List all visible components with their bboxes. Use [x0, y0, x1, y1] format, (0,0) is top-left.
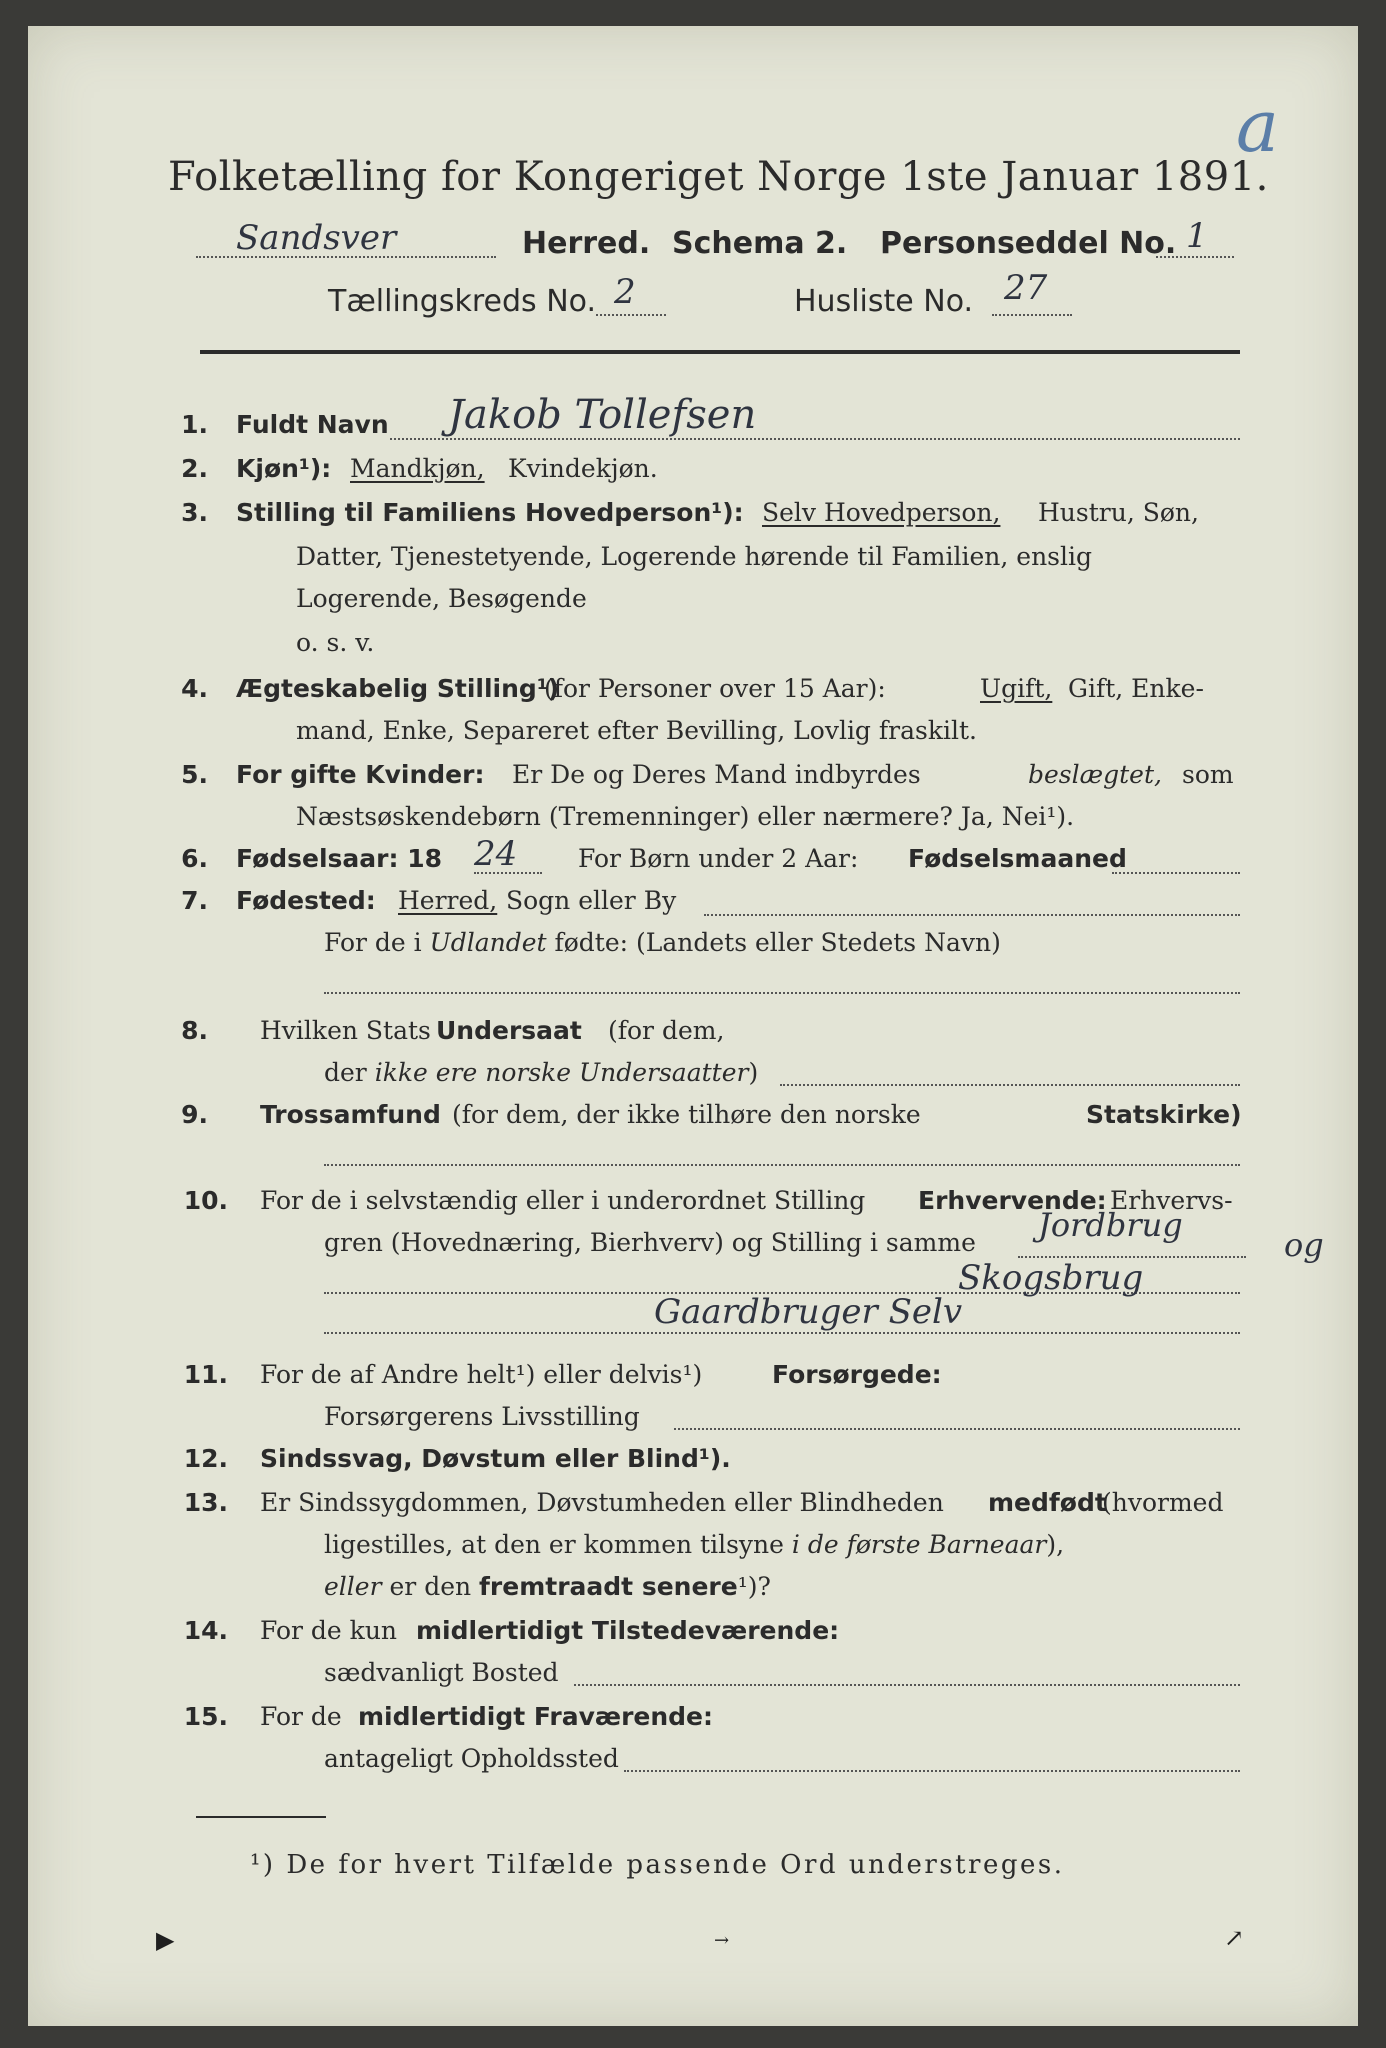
field-3-selected: Selv Hovedperson, — [762, 498, 1001, 527]
footnote: ¹) De for hvert Tilfælde passende Ord understreges. — [250, 1850, 1065, 1880]
field-10-value-1-end: og — [1284, 1226, 1324, 1264]
field-7-number: 7. — [181, 886, 208, 915]
husliste-value: 27 — [1004, 268, 1048, 308]
field-7-dotted-line — [704, 914, 1240, 916]
field-10-value-2: Skogsbrug — [958, 1258, 1144, 1298]
field-13-bold: medfødt — [988, 1488, 1107, 1517]
footnote-rule — [196, 1816, 326, 1818]
field-13-text: Er Sindssygdommen, Døvstumheden eller Blindheden — [260, 1488, 944, 1517]
field-6-number: 6. — [181, 844, 208, 873]
field-13-line-3-b: ¹)? — [737, 1572, 771, 1601]
field-4-selected: Ugift, — [980, 674, 1053, 703]
personseddel-value: 1 — [1186, 216, 1208, 256]
field-1-name-value: Jakob Tollefsen — [448, 392, 757, 438]
field-9-number: 9. — [181, 1100, 208, 1129]
field-13-line-2-a: ligestilles, at den er kommen tilsyne — [324, 1530, 784, 1559]
field-13-line-3-a: er den — [389, 1572, 472, 1601]
husliste-label: Husliste No. — [794, 284, 974, 319]
field-10-number: 10. — [183, 1186, 228, 1215]
field-8-dotted-line — [780, 1084, 1240, 1086]
husliste-dotted-line — [992, 314, 1072, 316]
census-form-page — [28, 26, 1358, 2026]
ink-smudge-right: ↗ — [1224, 1924, 1245, 1952]
herred-value: Sandsver — [236, 218, 397, 258]
field-8-line-2-b: ) — [748, 1058, 759, 1087]
field-7-label: Fødested: — [236, 886, 376, 915]
header-line-tellingskreds — [328, 268, 1228, 322]
field-11-dotted-line — [674, 1428, 1240, 1430]
field-3-options: Hustru, Søn, — [1038, 498, 1199, 527]
field-5-number: 5. — [181, 760, 208, 789]
field-8-line-2 — [324, 1058, 758, 1087]
personseddel-label: Personseddel No. — [880, 226, 1177, 261]
field-10-label: Erhvervende: — [918, 1186, 1107, 1215]
schema-label: Schema 2. — [672, 226, 848, 261]
field-2-number: 2. — [181, 454, 208, 483]
header-line-herred — [196, 216, 1236, 266]
field-3-line-2: Datter, Tjenestetyende, Logerende hørende til Familien, enslig — [296, 542, 1093, 571]
field-13-text-2: (hvormed — [1102, 1488, 1224, 1517]
tellingskreds-value: 2 — [614, 272, 636, 312]
field-15-text: For de — [260, 1702, 342, 1731]
field-9-end: Statskirke) — [1086, 1100, 1242, 1129]
field-5-italic: beslægtet, — [1028, 760, 1162, 789]
field-7-line-2-a: For de i — [324, 928, 422, 957]
field-2-option-kvindekjon: Kvindekjøn. — [508, 454, 658, 483]
field-13-line-2-italic: i de første Barneaar — [791, 1530, 1047, 1559]
field-7-line-2-b: fødte: (Landets eller Stedets Navn) — [554, 928, 1001, 957]
field-6-label: Fødselsaar: 18 — [236, 844, 442, 873]
field-3-line-4: o. s. v. — [296, 628, 375, 657]
tellingskreds-label: Tællingskreds No. — [328, 284, 596, 319]
field-13-number: 13. — [183, 1488, 228, 1517]
field-15-number: 15. — [183, 1702, 228, 1731]
field-8-text: Hvilken Stats — [260, 1016, 431, 1045]
field-6-month-dotted-line — [1112, 872, 1240, 874]
field-14-line-2: sædvanligt Bosted — [324, 1658, 559, 1687]
field-5-end: som — [1182, 760, 1234, 789]
field-8-label: Undersaat — [436, 1016, 582, 1045]
field-13-line-2-b: ), — [1046, 1530, 1065, 1559]
field-8-line-2-italic: ikke ere norske Undersaatter — [374, 1058, 749, 1087]
field-13-line-3-italic: eller — [324, 1572, 382, 1601]
field-7-line-2-italic: Udlandet — [429, 928, 547, 957]
field-14-dotted-line — [574, 1684, 1240, 1686]
form-title: Folketælling for Kongeriget Norge 1ste Januar 1891. — [168, 154, 1269, 200]
field-6-text: For Børn under 2 Aar: — [578, 844, 859, 873]
field-8-text-2: (for dem, — [608, 1016, 725, 1045]
field-2-option-mandkjon: Mandkjøn, — [350, 454, 485, 483]
field-8-number: 8. — [181, 1016, 208, 1045]
field-9-label: Trossamfund — [260, 1100, 441, 1129]
field-1-number: 1. — [181, 410, 208, 439]
field-7-options: Sogn eller By — [506, 886, 677, 915]
field-6-label-2: Fødselsmaaned — [908, 844, 1127, 873]
field-11-line-2: Forsørgerens Livsstilling — [324, 1402, 640, 1431]
field-4-line-2: mand, Enke, Separeret efter Bevilling, Lovlig fraskilt. — [296, 716, 977, 745]
field-10-value-3: Gaardbruger Selv — [654, 1292, 963, 1332]
field-1-dotted-line — [390, 438, 1240, 440]
tellingskreds-dotted-line — [596, 314, 666, 316]
field-10-value-1: Jordbrug — [1038, 1206, 1183, 1244]
field-15-label: midlertidigt Fraværende: — [358, 1702, 714, 1731]
field-10-dotted-line-3 — [324, 1332, 1240, 1334]
field-15-line-2: antageligt Opholdssted — [324, 1744, 619, 1773]
field-12-number: 12. — [183, 1444, 228, 1473]
field-15-dotted-line — [624, 1770, 1240, 1772]
field-3-line-3: Logerende, Besøgende — [296, 584, 587, 613]
ink-smudge-left: ▶ — [156, 1926, 175, 1954]
field-14-number: 14. — [183, 1616, 228, 1645]
field-7-selected: Herred, — [398, 886, 498, 915]
corner-handwritten-mark: a — [1236, 84, 1279, 168]
field-10-text-2: Erhvervs- — [1110, 1186, 1233, 1215]
field-2-label: Kjøn¹): — [236, 454, 332, 483]
field-11-number: 11. — [183, 1360, 228, 1389]
field-13-line-3-bold: fremtraadt senere — [479, 1572, 738, 1601]
field-5-label: For gifte Kvinder: — [236, 760, 485, 789]
field-7-line-2 — [324, 928, 1001, 957]
field-3-label: Stilling til Familiens Hovedperson¹): — [236, 498, 744, 527]
herred-label: Herred. — [522, 226, 651, 261]
field-11-label: Forsørgede: — [772, 1360, 942, 1389]
field-6-year-value: 24 — [474, 834, 518, 874]
field-1-label: Fuldt Navn — [236, 410, 389, 439]
field-9-dotted-line — [324, 1164, 1240, 1166]
field-4-options: Gift, Enke- — [1068, 674, 1204, 703]
field-5-text: Er De og Deres Mand indbyrdes — [512, 760, 921, 789]
field-4-number: 4. — [181, 674, 208, 703]
field-7-dotted-line-2 — [324, 992, 1240, 994]
field-8-line-2-a: der — [324, 1058, 367, 1087]
ink-smudge-center: → — [714, 1930, 730, 1951]
field-14-label: midlertidigt Tilstedeværende: — [416, 1616, 840, 1645]
field-12-label: Sindssvag, Døvstum eller Blind¹). — [260, 1444, 731, 1473]
field-10-line-2: gren (Hovednæring, Bierhverv) og Stilling i samme — [324, 1228, 976, 1257]
field-4-label: Ægteskabelig Stilling¹) — [236, 674, 560, 703]
field-11-text: For de af Andre helt¹) eller delvis¹) — [260, 1360, 703, 1389]
field-13-line-3 — [324, 1572, 771, 1601]
header-rule — [200, 350, 1240, 354]
field-9-text: (for dem, der ikke tilhøre den norske — [452, 1100, 921, 1129]
field-3-number: 3. — [181, 498, 208, 527]
field-14-text: For de kun — [260, 1616, 398, 1645]
field-5-line-2: Næstsøskendebørn (Tremenninger) eller nærmere? Ja, Nei¹). — [296, 802, 1075, 831]
field-13-line-2 — [324, 1530, 1064, 1559]
field-4-text: (for Personer over 15 Aar): — [544, 674, 886, 703]
personseddel-dotted-line — [1156, 256, 1234, 258]
field-10-text: For de i selvstændig eller i underordnet Stilling — [260, 1186, 866, 1215]
